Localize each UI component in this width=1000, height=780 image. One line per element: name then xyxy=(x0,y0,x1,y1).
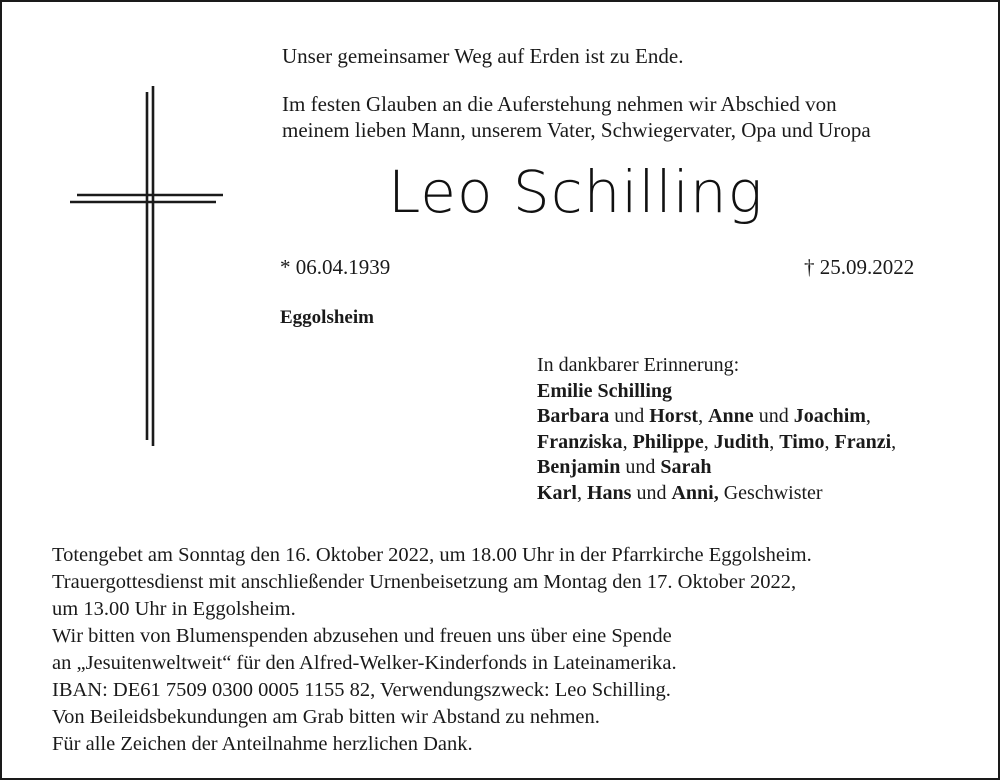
separator: , xyxy=(698,405,709,427)
mourner-name: Judith xyxy=(713,430,770,453)
service-line: um 13.00 Uhr in Eggolsheim. xyxy=(52,598,296,620)
connector: und xyxy=(753,405,794,427)
service-line: Für alle Zeichen der Anteilnahme herzlichen Dank. xyxy=(52,733,473,755)
cross-icon xyxy=(2,2,242,462)
birth-date-value: 06.04.1939 xyxy=(295,255,391,279)
service-line: an „Jesuitenweltweit“ für den Alfred-Welker-Kinderfonds in Lateinamerika. xyxy=(52,652,677,674)
death-date-value: 25.09.2022 xyxy=(819,255,915,279)
place-of-residence: Eggolsheim xyxy=(280,307,374,328)
mourner-name: Philippe xyxy=(632,430,704,453)
mourner-name: Anne xyxy=(708,405,754,427)
death-date xyxy=(804,255,914,280)
relation-label: Geschwister xyxy=(718,481,823,504)
mourner-name: Sarah xyxy=(660,456,712,478)
connector: und xyxy=(631,481,672,504)
intro-line: Unser gemeinsamer Weg auf Erden ist zu Ende. xyxy=(282,44,684,68)
birth-date xyxy=(280,255,390,280)
separator: , xyxy=(703,430,714,453)
service-line: IBAN: DE61 7509 0300 0005 1155 82, Verwendungszweck: Leo Schilling. xyxy=(52,679,671,701)
connector: und xyxy=(620,456,661,478)
death-dagger-icon: † xyxy=(804,255,815,279)
mourner-name: Barbara xyxy=(537,405,610,427)
separator: , xyxy=(865,405,871,427)
mourner-name: Franziska xyxy=(537,430,623,453)
mourner-name: Karl xyxy=(537,481,577,504)
service-line: Von Beileidsbekundungen am Grab bitten wir Abstand zu nehmen. xyxy=(52,706,600,728)
mourner-name: Horst xyxy=(649,405,699,427)
separator: , xyxy=(769,430,780,453)
mourner-name: Emilie Schilling xyxy=(537,379,673,402)
mourner-line xyxy=(537,379,896,405)
separator: , xyxy=(891,430,897,453)
mourner-name: Hans xyxy=(587,481,632,504)
mourner-name: Benjamin xyxy=(537,456,621,478)
service-line: Trauergottesdienst mit anschließender Urnenbeisetzung am Montag den 17. Oktober 2022, xyxy=(52,571,797,593)
farewell-text xyxy=(282,91,871,143)
connector: und xyxy=(609,405,650,427)
mourner-line xyxy=(537,481,896,507)
intro-text xyxy=(282,43,683,69)
separator: , xyxy=(622,430,633,453)
birth-star-icon: * xyxy=(280,255,291,279)
farewell-line: Im festen Glauben an die Auferstehung nehmen wir Abschied von xyxy=(282,92,837,116)
deceased-name: Leo Schilling xyxy=(388,158,764,226)
mourner-name: Timo xyxy=(779,430,825,453)
mourners-heading: In dankbarer Erinnerung: xyxy=(537,354,740,376)
mourner-name: Anni, xyxy=(671,481,719,504)
service-line: Wir bitten von Blumenspenden abzusehen und freuen uns über eine Spende xyxy=(52,625,672,647)
service-details xyxy=(52,542,812,758)
service-line: Totengebet am Sonntag den 16. Oktober 2022, um 18.00 Uhr in der Pfarrkirche Eggolsheim. xyxy=(52,544,812,566)
mourner-name: Franzi xyxy=(834,430,892,453)
mourners-list xyxy=(537,353,896,506)
mourner-line xyxy=(537,430,896,456)
mourner-name: Joachim xyxy=(793,405,866,427)
separator: , xyxy=(577,481,587,504)
separator: , xyxy=(824,430,835,453)
farewell-line: meinem lieben Mann, unserem Vater, Schwiegervater, Opa und Uropa xyxy=(282,118,871,142)
mourner-line xyxy=(537,404,896,430)
mourner-line xyxy=(537,455,896,481)
